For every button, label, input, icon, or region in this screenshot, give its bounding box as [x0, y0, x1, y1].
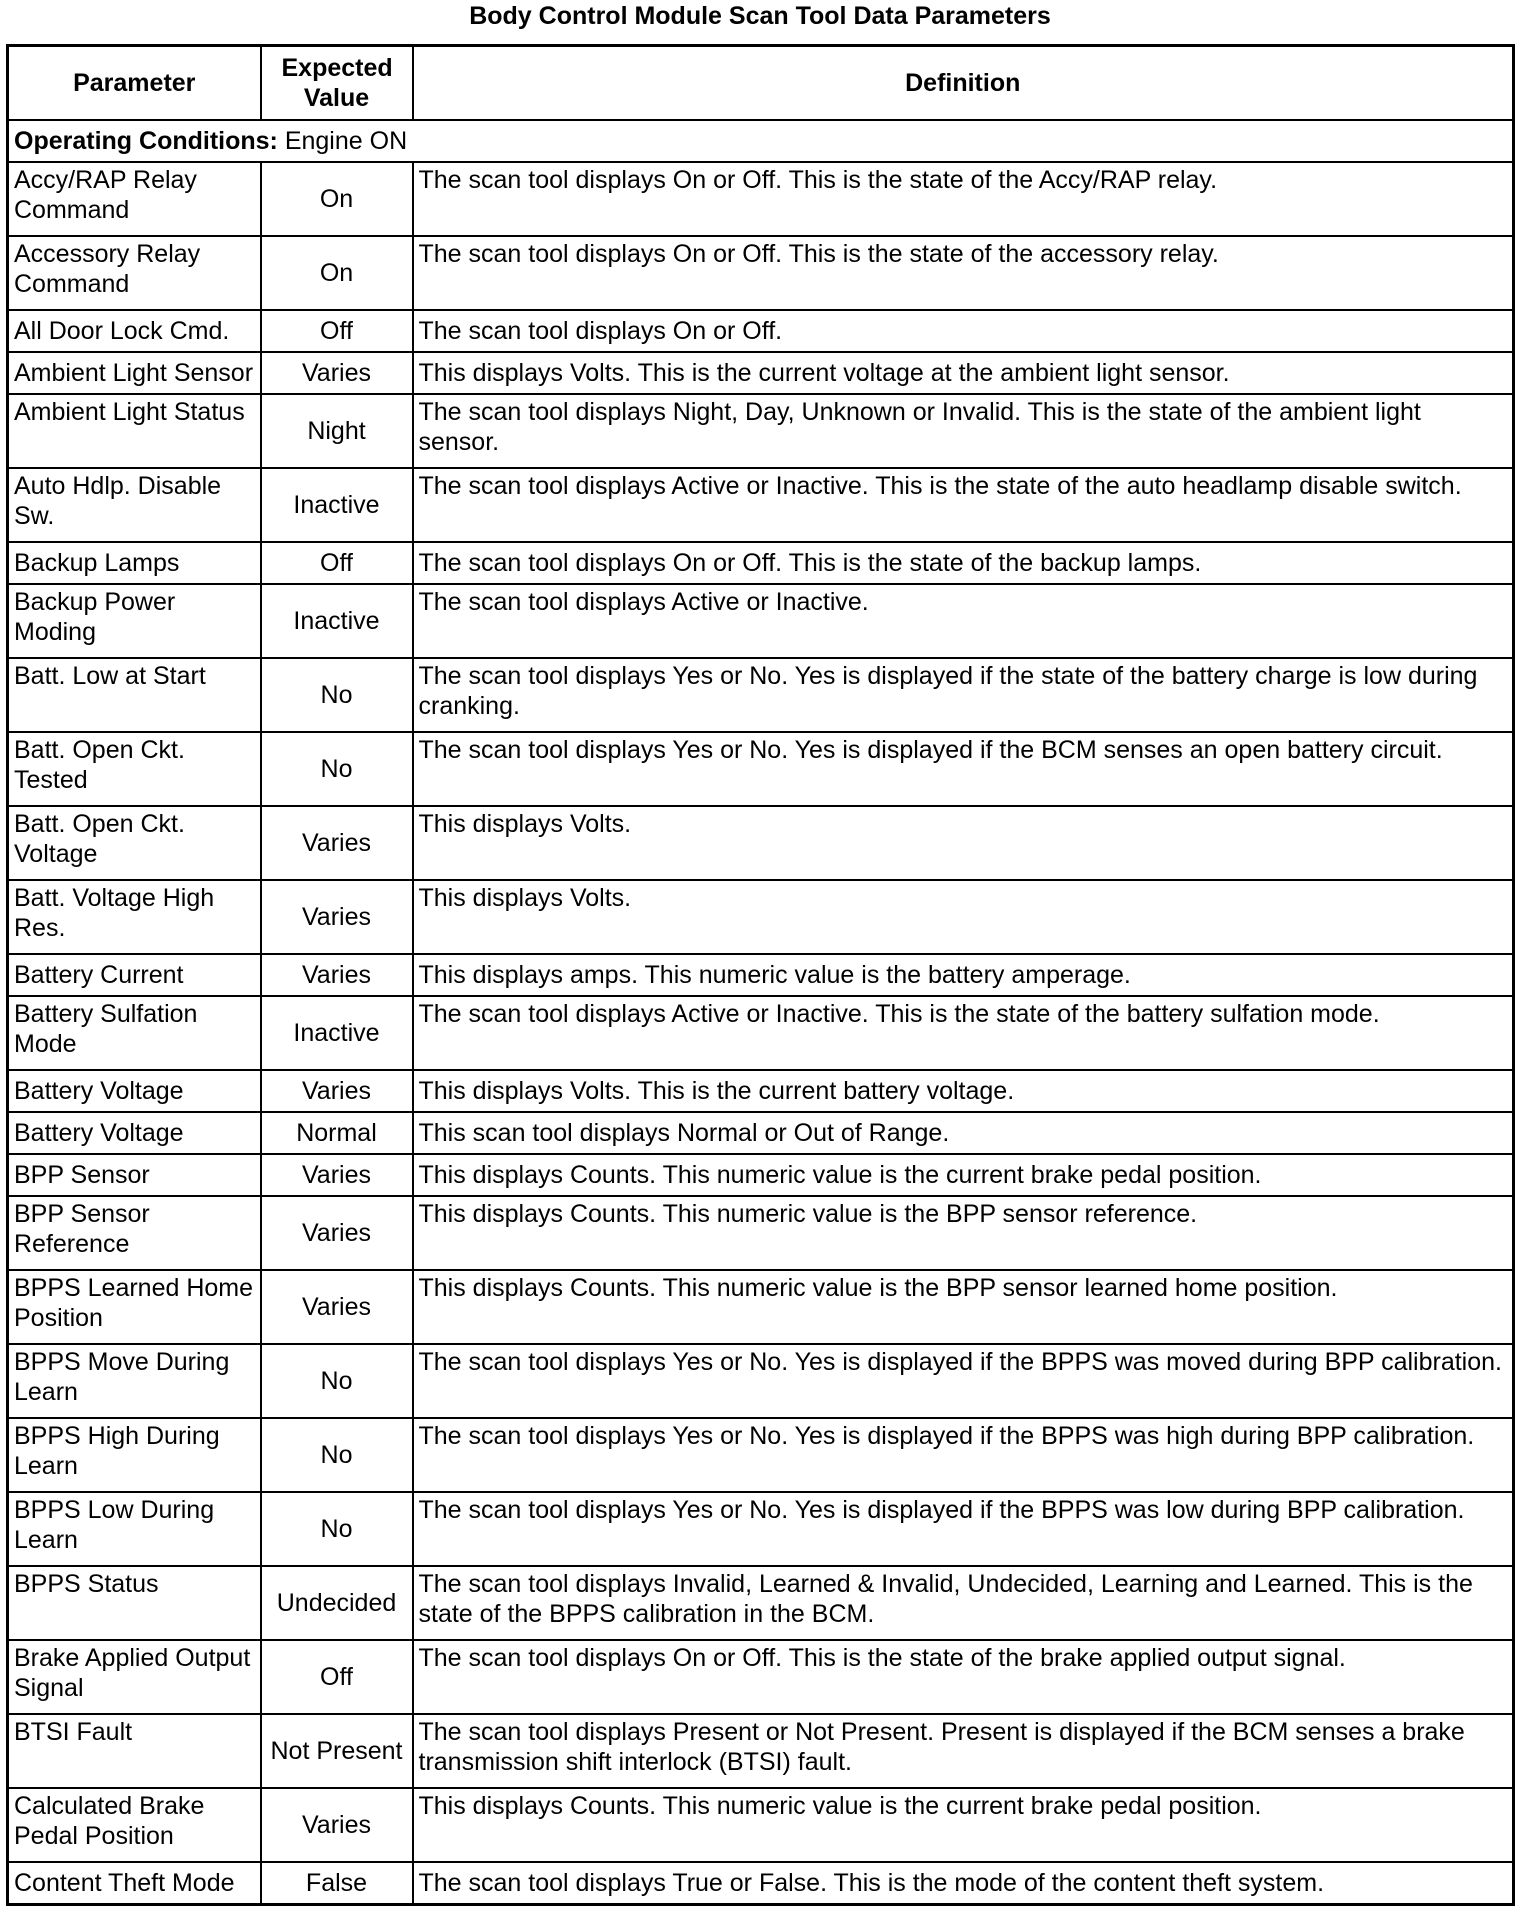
definition-cell: The scan tool displays Yes or No. Yes is displayed if the state of the battery charge is low during cranking.	[413, 658, 1514, 732]
table-row	[8, 310, 1514, 352]
table-row	[8, 584, 1514, 658]
parameter-cell: BPPS Low During Learn	[8, 1492, 261, 1566]
table-row	[8, 1418, 1514, 1492]
definition-cell: The scan tool displays On or Off. This is the state of the brake applied output signal.	[413, 1640, 1514, 1714]
definition-cell: The scan tool displays On or Off. This is the state of the backup lamps.	[413, 542, 1514, 584]
parameter-cell: Content Theft Mode	[8, 1862, 261, 1905]
parameter-cell: Batt. Voltage High Res.	[8, 880, 261, 954]
parameter-cell: Batt. Open Ckt. Voltage	[8, 806, 261, 880]
definition-cell: The scan tool displays Active or Inactive. This is the state of the auto headlamp disable switch.	[413, 468, 1514, 542]
expected-value-cell: Varies	[261, 1270, 413, 1344]
expected-value-cell: No	[261, 1344, 413, 1418]
parameter-cell: Batt. Open Ckt. Tested	[8, 732, 261, 806]
definition-cell: The scan tool displays Yes or No. Yes is displayed if the BPPS was high during BPP calibration.	[413, 1418, 1514, 1492]
parameter-cell: Accessory Relay Command	[8, 236, 261, 310]
expected-value-cell: Off	[261, 310, 413, 352]
definition-cell: This displays Volts.	[413, 880, 1514, 954]
parameter-cell: Battery Voltage	[8, 1070, 261, 1112]
expected-value-cell: Varies	[261, 1788, 413, 1862]
definition-cell: This displays Volts. This is the current voltage at the ambient light sensor.	[413, 352, 1514, 394]
table-row	[8, 1862, 1514, 1905]
operating-conditions-cell	[8, 120, 1514, 162]
expected-value-cell: Varies	[261, 954, 413, 996]
table-header-row	[8, 46, 1514, 121]
expected-value-cell: No	[261, 732, 413, 806]
table-row	[8, 1112, 1514, 1154]
table-row	[8, 1492, 1514, 1566]
table-row	[8, 352, 1514, 394]
parameter-cell: Backup Lamps	[8, 542, 261, 584]
expected-value-cell: Varies	[261, 352, 413, 394]
parameter-cell: BPP Sensor	[8, 1154, 261, 1196]
operating-conditions-row	[8, 120, 1514, 162]
table-row	[8, 954, 1514, 996]
parameter-cell: Ambient Light Sensor	[8, 352, 261, 394]
table-row	[8, 1070, 1514, 1112]
parameter-cell: Battery Sulfation Mode	[8, 996, 261, 1070]
parameter-cell: Calculated Brake Pedal Position	[8, 1788, 261, 1862]
table-row	[8, 394, 1514, 468]
definition-cell: The scan tool displays True or False. This is the mode of the content theft system.	[413, 1862, 1514, 1905]
definition-cell: This displays Counts. This numeric value is the BPP sensor learned home position.	[413, 1270, 1514, 1344]
parameters-table	[6, 44, 1515, 1906]
header-parameter: Parameter	[8, 46, 261, 121]
expected-value-cell: Not Present	[261, 1714, 413, 1788]
expected-value-cell: No	[261, 1418, 413, 1492]
table-row	[8, 1270, 1514, 1344]
parameter-cell: BPP Sensor Reference	[8, 1196, 261, 1270]
expected-value-cell: Inactive	[261, 584, 413, 658]
parameter-cell: Backup Power Moding	[8, 584, 261, 658]
parameter-cell: Ambient Light Status	[8, 394, 261, 468]
table-row	[8, 162, 1514, 236]
header-definition: Definition	[413, 46, 1514, 121]
expected-value-cell: On	[261, 236, 413, 310]
expected-value-cell: Off	[261, 542, 413, 584]
definition-cell: The scan tool displays Yes or No. Yes is displayed if the BPPS was low during BPP calibration.	[413, 1492, 1514, 1566]
parameter-cell: Battery Current	[8, 954, 261, 996]
definition-cell: The scan tool displays Yes or No. Yes is displayed if the BCM senses an open battery circuit.	[413, 732, 1514, 806]
table-row	[8, 996, 1514, 1070]
expected-value-cell: Varies	[261, 806, 413, 880]
definition-cell: This displays Counts. This numeric value is the current brake pedal position.	[413, 1154, 1514, 1196]
parameter-cell: BPPS Move During Learn	[8, 1344, 261, 1418]
parameter-cell: All Door Lock Cmd.	[8, 310, 261, 352]
definition-cell: The scan tool displays On or Off.	[413, 310, 1514, 352]
definition-cell: This displays Counts. This numeric value is the current brake pedal position.	[413, 1788, 1514, 1862]
table-row	[8, 542, 1514, 584]
definition-cell: The scan tool displays Night, Day, Unknown or Invalid. This is the state of the ambient light sensor.	[413, 394, 1514, 468]
table-row	[8, 1566, 1514, 1640]
parameter-cell: Brake Applied Output Signal	[8, 1640, 261, 1714]
parameter-cell: Accy/RAP Relay Command	[8, 162, 261, 236]
parameter-cell: Battery Voltage	[8, 1112, 261, 1154]
operating-conditions-value: Engine ON	[284, 127, 408, 155]
expected-value-cell: Varies	[261, 880, 413, 954]
definition-cell: The scan tool displays Active or Inactive.	[413, 584, 1514, 658]
parameter-cell: BPPS High During Learn	[8, 1418, 261, 1492]
expected-value-cell: No	[261, 1492, 413, 1566]
parameter-cell: BPPS Status	[8, 1566, 261, 1640]
parameter-cell: Auto Hdlp. Disable Sw.	[8, 468, 261, 542]
expected-value-cell: False	[261, 1862, 413, 1905]
table-row	[8, 1788, 1514, 1862]
definition-cell: The scan tool displays On or Off. This is the state of the Accy/RAP relay.	[413, 162, 1514, 236]
definition-cell: This displays amps. This numeric value is the battery amperage.	[413, 954, 1514, 996]
definition-cell: The scan tool displays Active or Inactive. This is the state of the battery sulfation mode.	[413, 996, 1514, 1070]
table-row	[8, 1640, 1514, 1714]
parameter-cell: BPPS Learned Home Position	[8, 1270, 261, 1344]
expected-value-cell: Night	[261, 394, 413, 468]
definition-cell: This displays Volts.	[413, 806, 1514, 880]
operating-conditions-label: Operating Conditions:	[14, 127, 278, 155]
expected-value-cell: Off	[261, 1640, 413, 1714]
table-row	[8, 880, 1514, 954]
definition-cell: The scan tool displays Invalid, Learned & Invalid, Undecided, Learning and Learned. This is the state of the BPPS calibration in the BCM.	[413, 1566, 1514, 1640]
table-row	[8, 732, 1514, 806]
parameter-cell: BTSI Fault	[8, 1714, 261, 1788]
definition-cell: The scan tool displays Present or Not Present. Present is displayed if the BCM senses a brake transmission shift interlock (BTSI) fault.	[413, 1714, 1514, 1788]
expected-value-cell: Normal	[261, 1112, 413, 1154]
definition-cell: The scan tool displays Yes or No. Yes is displayed if the BPPS was moved during BPP calibration.	[413, 1344, 1514, 1418]
definition-cell: This displays Counts. This numeric value is the BPP sensor reference.	[413, 1196, 1514, 1270]
expected-value-cell: Varies	[261, 1070, 413, 1112]
expected-value-cell: No	[261, 658, 413, 732]
table-row	[8, 1154, 1514, 1196]
table-row	[8, 468, 1514, 542]
expected-value-cell: Undecided	[261, 1566, 413, 1640]
expected-value-cell: On	[261, 162, 413, 236]
expected-value-cell: Inactive	[261, 468, 413, 542]
table-row	[8, 658, 1514, 732]
definition-cell: This scan tool displays Normal or Out of Range.	[413, 1112, 1514, 1154]
parameter-cell: Batt. Low at Start	[8, 658, 261, 732]
table-row	[8, 806, 1514, 880]
table-row	[8, 1714, 1514, 1788]
table-row	[8, 1196, 1514, 1270]
definition-cell: The scan tool displays On or Off. This is the state of the accessory relay.	[413, 236, 1514, 310]
table-row	[8, 1344, 1514, 1418]
expected-value-cell: Inactive	[261, 996, 413, 1070]
header-expected-value-label: Expected Value	[281, 54, 393, 112]
expected-value-cell: Varies	[261, 1154, 413, 1196]
header-expected-value	[261, 46, 413, 121]
table-row	[8, 236, 1514, 310]
expected-value-cell: Varies	[261, 1196, 413, 1270]
document-title: Body Control Module Scan Tool Data Parameters	[469, 2, 1051, 30]
definition-cell: This displays Volts. This is the current battery voltage.	[413, 1070, 1514, 1112]
